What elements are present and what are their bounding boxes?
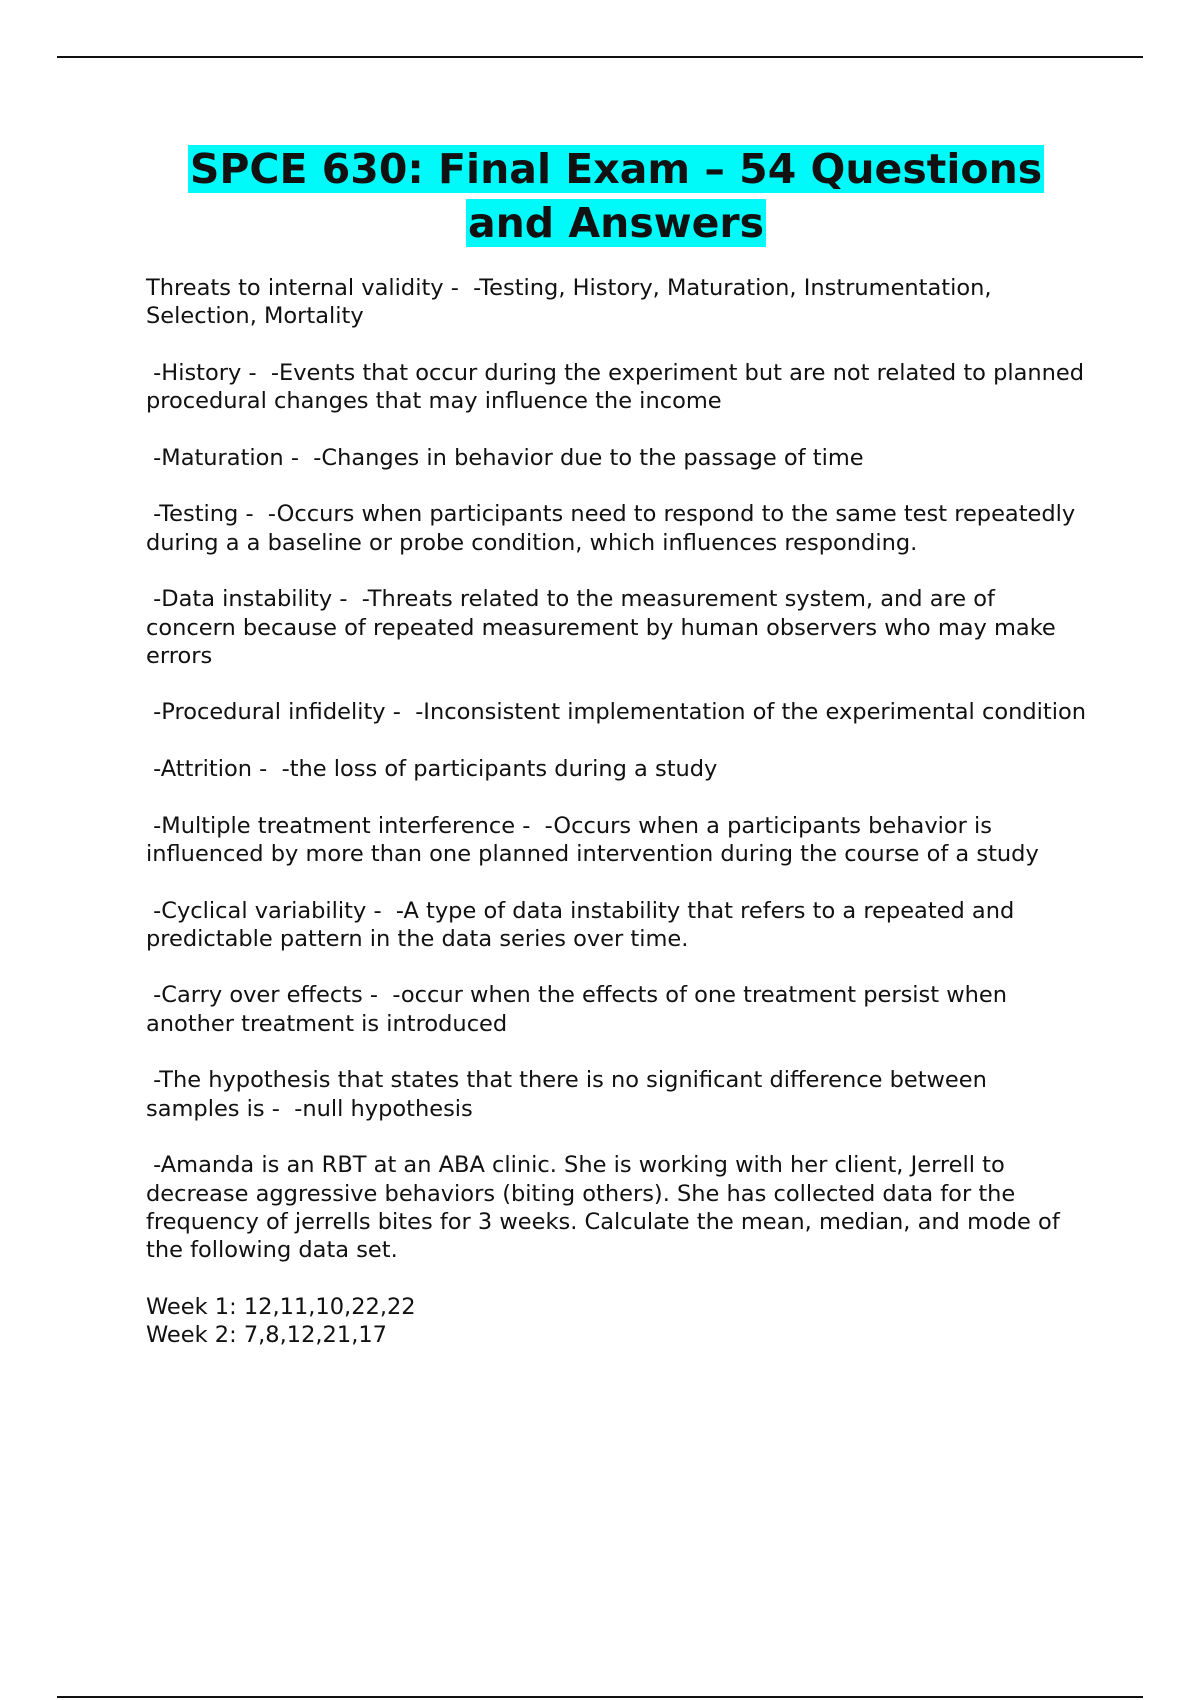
week-2-data: Week 2: 7,8,12,21,17	[146, 1321, 387, 1348]
qa-item: -Amanda is an RBT at an ABA clinic. She is working with her client, Jerrell to decrease aggressive behaviors (biting others). She has collected data for the frequency of jerrells bites for 3 weeks. Calculate the mean, median, and mode of the following data set.	[146, 1152, 1067, 1264]
qa-item: -The hypothesis that states that there is no significant difference between samples is - -null hypothesis	[146, 1067, 995, 1122]
qa-item: -Procedural infidelity - -Inconsistent implementation of the experimental condition	[146, 699, 1086, 726]
qa-item: -Carry over effects - -occur when the effects of one treatment persist when another treatment is introduced	[146, 982, 1015, 1037]
qa-item: -Attrition - -the loss of participants during a study	[146, 756, 718, 783]
qa-item: -History - -Events that occur during the experiment but are not related to planned procedural changes that may influence the income	[146, 359, 1092, 415]
qa-item: -Multiple treatment interference - -Occurs when a participants behavior is influenced by more than one planned intervention during the course of a study	[146, 812, 1039, 867]
qa-item: -Testing - -Occurs when participants need to respond to the same test repeatedly during a a baseline or probe condition, which influences responding.	[146, 501, 1083, 556]
title-line-2: and Answers	[467, 199, 765, 247]
top-rule	[57, 56, 1143, 58]
qa-item: Threats to internal validity - -Testing, History, Maturation, Instrumentation, Selection, Mortality	[146, 275, 999, 330]
title-line-1: SPCE 630: Final Exam – 54 Questions	[189, 145, 1043, 193]
qa-item: -Data instability - -Threats related to the measurement system, and are of concern because of repeated measurement by human observers who may make errors	[146, 586, 1063, 669]
qa-item: -Cyclical variability - -A type of data instability that refers to a repeated and predictable pattern in the data series over time.	[146, 897, 1022, 952]
page-title	[146, 142, 1086, 250]
qa-item: -Maturation - -Changes in behavior due to the passage of time	[146, 444, 864, 471]
document-body	[146, 274, 1092, 1349]
week-1-data: Week 1: 12,11,10,22,22	[146, 1293, 416, 1320]
bottom-rule	[57, 1696, 1143, 1698]
